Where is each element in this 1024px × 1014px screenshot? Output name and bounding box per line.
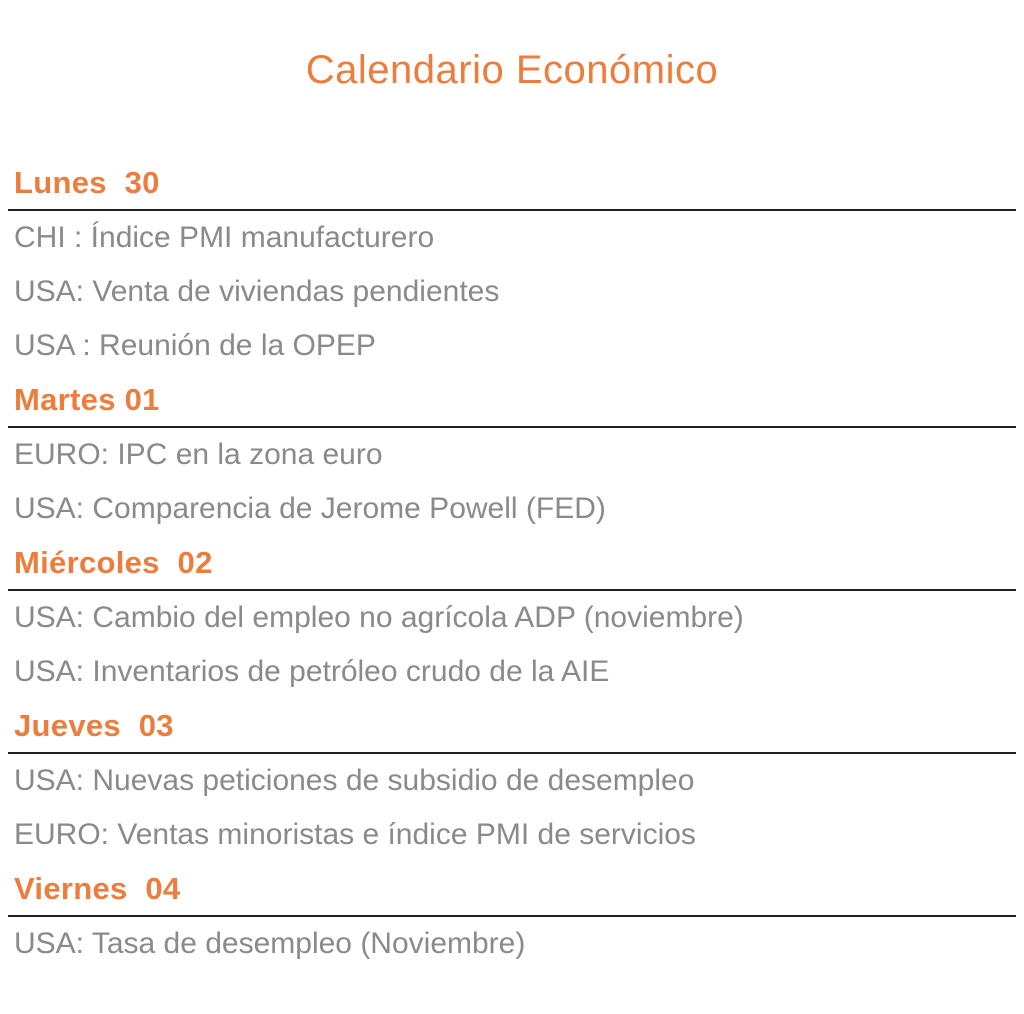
event-item: USA: Comparencia de Jerome Powell (FED) <box>14 492 606 525</box>
day-section <box>8 156 1016 373</box>
day-header: Jueves 03 <box>8 699 1016 754</box>
event-item: USA: Venta de viviendas pendientes <box>14 275 500 308</box>
day-section <box>8 699 1016 862</box>
event-list <box>8 211 1016 373</box>
event-item: USA: Cambio del empleo no agrícola ADP (noviembre) <box>14 601 744 634</box>
event-list <box>8 591 1016 699</box>
event-list <box>8 428 1016 536</box>
event-item: CHI : Índice PMI manufacturero <box>14 221 435 254</box>
day-header: Miércoles 02 <box>8 536 1016 591</box>
event-item: EURO: Ventas minoristas e índice PMI de servicios <box>14 818 696 851</box>
event-item: EURO: IPC en la zona euro <box>14 438 383 471</box>
day-section <box>8 536 1016 699</box>
event-item: USA: Inventarios de petróleo crudo de la AIE <box>14 655 610 688</box>
event-item: USA: Tasa de desempleo (Noviembre) <box>14 927 526 960</box>
event-item: USA : Reunión de la OPEP <box>14 329 376 362</box>
calendar <box>8 156 1016 971</box>
event-list <box>8 754 1016 862</box>
day-header: Martes 01 <box>8 373 1016 428</box>
day-section <box>8 862 1016 971</box>
event-item: USA: Nuevas peticiones de subsidio de desempleo <box>14 764 695 797</box>
day-header: Viernes 04 <box>8 862 1016 917</box>
day-header: Lunes 30 <box>8 156 1016 211</box>
day-section <box>8 373 1016 536</box>
page-title: Calendario Económico <box>305 48 719 92</box>
event-list <box>8 917 1016 971</box>
